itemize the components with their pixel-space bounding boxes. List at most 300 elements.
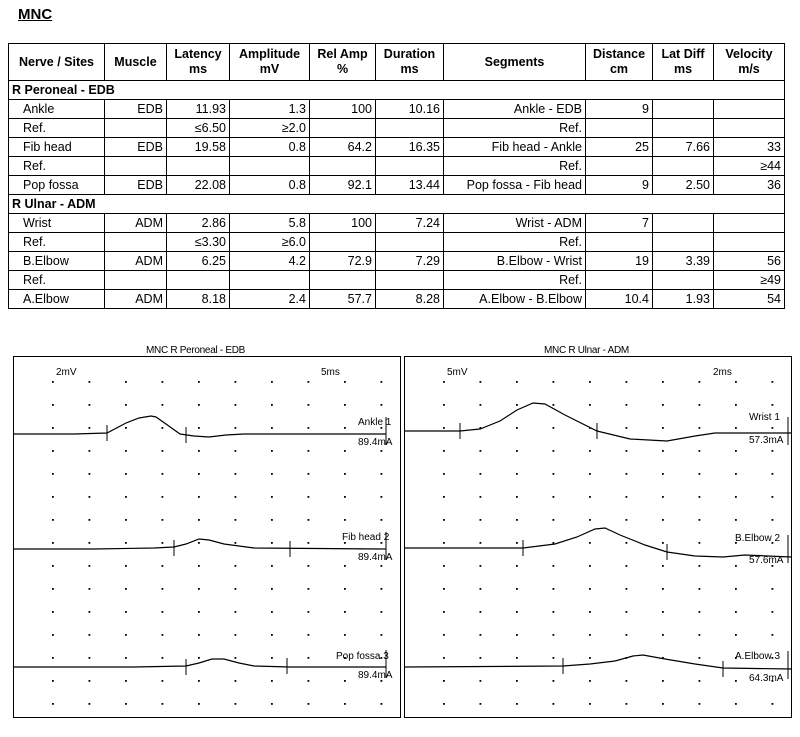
grid-dot [772,450,774,452]
table-row [9,119,785,138]
grid-dot [198,565,200,567]
grid-dot [308,703,310,705]
table-cell [653,233,714,252]
table-row [9,271,785,290]
grid-dot [271,680,273,682]
trace-stim-label: 64.3mA [749,673,784,684]
grid-dot [589,565,591,567]
table-cell: 1.93 [653,290,714,309]
grid-dot [89,473,91,475]
grid-dot [626,404,628,406]
table-cell: Ref. [9,157,105,176]
table-row [9,290,785,309]
grid-dot [662,565,664,567]
grid-dot [344,588,346,590]
grid-dot [772,427,774,429]
grid-dot [772,519,774,521]
trace-b-elbow [405,528,791,557]
grid-dot [162,542,164,544]
grid-dot [553,565,555,567]
grid-dot [162,611,164,613]
grid-dot [52,450,54,452]
grid-dot [52,565,54,567]
grid-dot [589,542,591,544]
table-cell: 100 [310,214,376,233]
table-cell: Ankle - EDB [444,100,586,119]
grid-dot [735,588,737,590]
table-cell [376,157,444,176]
table-cell: 8.28 [376,290,444,309]
grid-dot [516,519,518,521]
grid-dot [699,565,701,567]
grid-dot [626,680,628,682]
table-cell: 11.93 [167,100,230,119]
grid-dot [381,588,383,590]
grid-dot [443,496,445,498]
grid-dot [443,404,445,406]
grid-dot [235,611,237,613]
table-cell: 0.8 [230,176,310,195]
grid-dot [52,588,54,590]
trace-site-label: Wrist 1 [749,412,780,423]
table-cell: 100 [310,100,376,119]
grid-dot [381,450,383,452]
table-cell [586,119,653,138]
grid-dot [589,473,591,475]
grid-dot [443,473,445,475]
grid-dot [480,588,482,590]
table-cell: Wrist - ADM [444,214,586,233]
grid-dot [480,657,482,659]
grid-dot [443,519,445,521]
table-cell [167,157,230,176]
table-cell: ADM [105,252,167,271]
column-header: Duration ms [376,44,444,81]
section-name: R Ulnar - ADM [9,195,785,214]
grid-dot [662,427,664,429]
table-cell: 1.3 [230,100,310,119]
grid-dot [516,680,518,682]
grid-dot [344,404,346,406]
grid-dot [125,634,127,636]
grid-dot [772,588,774,590]
grid-dot [344,381,346,383]
grid-dot [235,381,237,383]
table-cell [310,157,376,176]
grid-dot [89,404,91,406]
table-cell: 5.8 [230,214,310,233]
grid-dot [662,680,664,682]
trace-pop-fossa [14,659,386,667]
grid-dot [235,519,237,521]
grid-dot [626,542,628,544]
grid-dot [662,496,664,498]
grid-dot [235,657,237,659]
table-cell: ≥6.0 [230,233,310,252]
trace-stim-label: 89.4mA [358,437,393,448]
column-header: Rel Amp % [310,44,376,81]
table-cell: A.Elbow - B.Elbow [444,290,586,309]
grid-dot [553,473,555,475]
grid-dot [381,519,383,521]
table-cell [586,271,653,290]
grid-dot [626,496,628,498]
column-header: Segments [444,44,586,81]
grid-dot [443,427,445,429]
table-cell: Fib head [9,138,105,157]
grid-dot [772,496,774,498]
table-cell [230,271,310,290]
table-cell: 7.66 [653,138,714,157]
grid-dot [735,404,737,406]
grid-dot [553,634,555,636]
table-cell: ADM [105,214,167,233]
grid-dot [516,703,518,705]
table-cell [714,233,785,252]
grid-dot [271,427,273,429]
grid-dot [662,611,664,613]
grid-dot [89,680,91,682]
table-cell: B.Elbow - Wrist [444,252,586,271]
table-cell: EDB [105,176,167,195]
page-title: MNC [18,6,53,23]
grid-dot [198,634,200,636]
grid-dot [381,496,383,498]
grid-dot [735,381,737,383]
grid-dot [626,565,628,567]
grid-dot [381,381,383,383]
grid-dot [662,703,664,705]
table-cell: Ref. [9,233,105,252]
table-cell [105,119,167,138]
grid-dot [381,473,383,475]
grid-dot [662,542,664,544]
column-header: Nerve / Sites [9,44,105,81]
grid-dot [235,680,237,682]
grid-dot [735,611,737,613]
grid-dot [772,381,774,383]
grid-dot [772,611,774,613]
grid-dot [516,634,518,636]
grid-dot [480,634,482,636]
grid-dot [162,427,164,429]
grid-dot [480,496,482,498]
table-row [9,252,785,271]
waveform-svg-peroneal [14,357,400,717]
table-cell: 9 [586,100,653,119]
grid-dot [162,450,164,452]
grid-dot [516,542,518,544]
amp-scale-label: 2mV [56,367,77,378]
table-cell: 8.18 [167,290,230,309]
grid-dot [516,381,518,383]
grid-dot [443,634,445,636]
table-cell: 2.50 [653,176,714,195]
grid-dot [52,703,54,705]
grid-dot [52,404,54,406]
grid-dot [162,519,164,521]
grid-dot [271,657,273,659]
table-cell [376,271,444,290]
grid-dot [516,565,518,567]
grid-dot [125,657,127,659]
table-cell: Ref. [444,233,586,252]
grid-dot [125,703,127,705]
grid-dot [443,680,445,682]
table-cell [310,233,376,252]
grid-dot [162,588,164,590]
trace-stim-label: 89.4mA [358,552,393,563]
grid-dot [125,519,127,521]
grid-dot [89,542,91,544]
grid-dot [344,680,346,682]
table-cell: 57.7 [310,290,376,309]
grid-dot [344,519,346,521]
table-row [9,176,785,195]
grid-dot [235,565,237,567]
table-cell [230,157,310,176]
grid-dot [735,565,737,567]
grid-dot [589,657,591,659]
grid-dot [553,381,555,383]
grid-dot [125,565,127,567]
grid-dot [308,565,310,567]
grid-dot [198,473,200,475]
table-cell [653,157,714,176]
grid-dot [344,703,346,705]
grid-dot [735,634,737,636]
table-cell: 22.08 [167,176,230,195]
table-cell: ≥44 [714,157,785,176]
grid-dot [235,427,237,429]
grid-dot [480,565,482,567]
grid-dot [626,703,628,705]
grid-dot [162,496,164,498]
trace-site-label: Pop fossa 3 [336,651,389,662]
grid-dot [198,542,200,544]
grid-dot [162,657,164,659]
table-row [9,157,785,176]
table-cell [310,119,376,138]
grid-dot [162,703,164,705]
column-header: Latency ms [167,44,230,81]
trace-wrist [405,403,791,441]
grid-dot [381,611,383,613]
grid-dot [125,588,127,590]
grid-dot [516,588,518,590]
grid-dot [235,542,237,544]
grid-dot [589,680,591,682]
grid-dot [89,427,91,429]
grid-dot [772,703,774,705]
table-cell: 19.58 [167,138,230,157]
grid-dot [662,473,664,475]
grid-dot [344,565,346,567]
grid-dot [344,496,346,498]
grid-dot [52,519,54,521]
grid-dot [589,519,591,521]
grid-dot [699,634,701,636]
grid-dot [308,404,310,406]
table-cell: 19 [586,252,653,271]
grid-dot [308,657,310,659]
column-header: Distance cm [586,44,653,81]
table-cell: ≥49 [714,271,785,290]
grid-dot [699,496,701,498]
table-cell: Ankle [9,100,105,119]
trace-stim-label: 57.6mA [749,555,784,566]
grid-dot [89,519,91,521]
grid-dot [89,703,91,705]
grid-dot [443,450,445,452]
grid-dot [271,381,273,383]
grid-dot [735,496,737,498]
grid-dot [662,404,664,406]
table-cell: ≤6.50 [167,119,230,138]
grid-dot [271,519,273,521]
grid-dot [271,496,273,498]
grid-dot [125,473,127,475]
grid-dot [162,634,164,636]
grid-dot [308,680,310,682]
grid-dot [381,565,383,567]
grid-dot [271,565,273,567]
grid-dot [480,611,482,613]
grid-dot [589,611,591,613]
grid-dot [89,611,91,613]
grid-dot [443,611,445,613]
grid-dot [735,450,737,452]
grid-dot [235,496,237,498]
trace-stim-label: 89.4mA [358,670,393,681]
table-cell: 10.16 [376,100,444,119]
grid-dot [553,496,555,498]
table-cell [310,271,376,290]
grid-dot [735,427,737,429]
grid-dot [553,450,555,452]
grid-dot [553,404,555,406]
waveform-svg-ulnar [405,357,791,717]
grid-dot [589,703,591,705]
grid-dot [89,588,91,590]
grid-dot [516,657,518,659]
grid-dot [52,611,54,613]
grid-dot [125,404,127,406]
grid-dot [443,381,445,383]
grid-dot [198,611,200,613]
grid-dot [553,680,555,682]
table-cell: Ref. [444,157,586,176]
grid-dot [198,680,200,682]
column-header: Muscle [105,44,167,81]
grid-dot [162,473,164,475]
grid-dot [52,634,54,636]
grid-dot [52,473,54,475]
table-cell: 0.8 [230,138,310,157]
table-cell: A.Elbow [9,290,105,309]
grid-dot [308,473,310,475]
grid-dot [553,588,555,590]
grid-dot [626,427,628,429]
grid-dot [125,381,127,383]
grid-dot [344,450,346,452]
grid-dot [271,634,273,636]
grid-dot [443,542,445,544]
table-cell: 9 [586,176,653,195]
table-cell: Pop fossa - Fib head [444,176,586,195]
table-cell: Ref. [444,271,586,290]
grid-dot [553,657,555,659]
time-scale-label: 5ms [321,367,340,378]
table-row [9,100,785,119]
table-cell: 6.25 [167,252,230,271]
table-cell [105,157,167,176]
grid-dot [308,496,310,498]
grid-dot [589,404,591,406]
grid-dot [198,404,200,406]
grid-dot [308,381,310,383]
grid-dot [626,450,628,452]
grid-dot [516,450,518,452]
grid-dot [699,588,701,590]
amp-scale-label: 5mV [447,367,468,378]
grid-dot [344,427,346,429]
table-cell [586,157,653,176]
grid-dot [480,519,482,521]
waveform-panel-peroneal [13,356,401,718]
grid-dot [516,427,518,429]
grid-dot [52,381,54,383]
grid-dot [662,588,664,590]
grid-dot [480,473,482,475]
grid-dot [125,427,127,429]
grid-dot [271,703,273,705]
table-cell [167,271,230,290]
grid-dot [198,496,200,498]
table-cell [586,233,653,252]
grid-dot [271,473,273,475]
table-cell [714,119,785,138]
grid-dot [271,450,273,452]
grid-dot [443,565,445,567]
table-cell: EDB [105,138,167,157]
grid-dot [198,588,200,590]
grid-dot [516,496,518,498]
grid-dot [662,634,664,636]
table-cell [653,271,714,290]
grid-dot [235,634,237,636]
grid-dot [516,404,518,406]
grid-dot [626,634,628,636]
table-row [9,138,785,157]
column-header: Amplitude mV [230,44,310,81]
table-cell: 64.2 [310,138,376,157]
grid-dot [699,611,701,613]
table-cell: Fib head - Ankle [444,138,586,157]
grid-dot [308,519,310,521]
grid-dot [162,404,164,406]
column-header: Lat Diff ms [653,44,714,81]
grid-dot [125,542,127,544]
table-cell: 2.4 [230,290,310,309]
grid-dot [662,381,664,383]
grid-dot [589,588,591,590]
grid-dot [772,634,774,636]
grid-dot [699,657,701,659]
trace-stim-label: 57.3mA [749,435,784,446]
grid-dot [516,473,518,475]
table-cell: 7.29 [376,252,444,271]
